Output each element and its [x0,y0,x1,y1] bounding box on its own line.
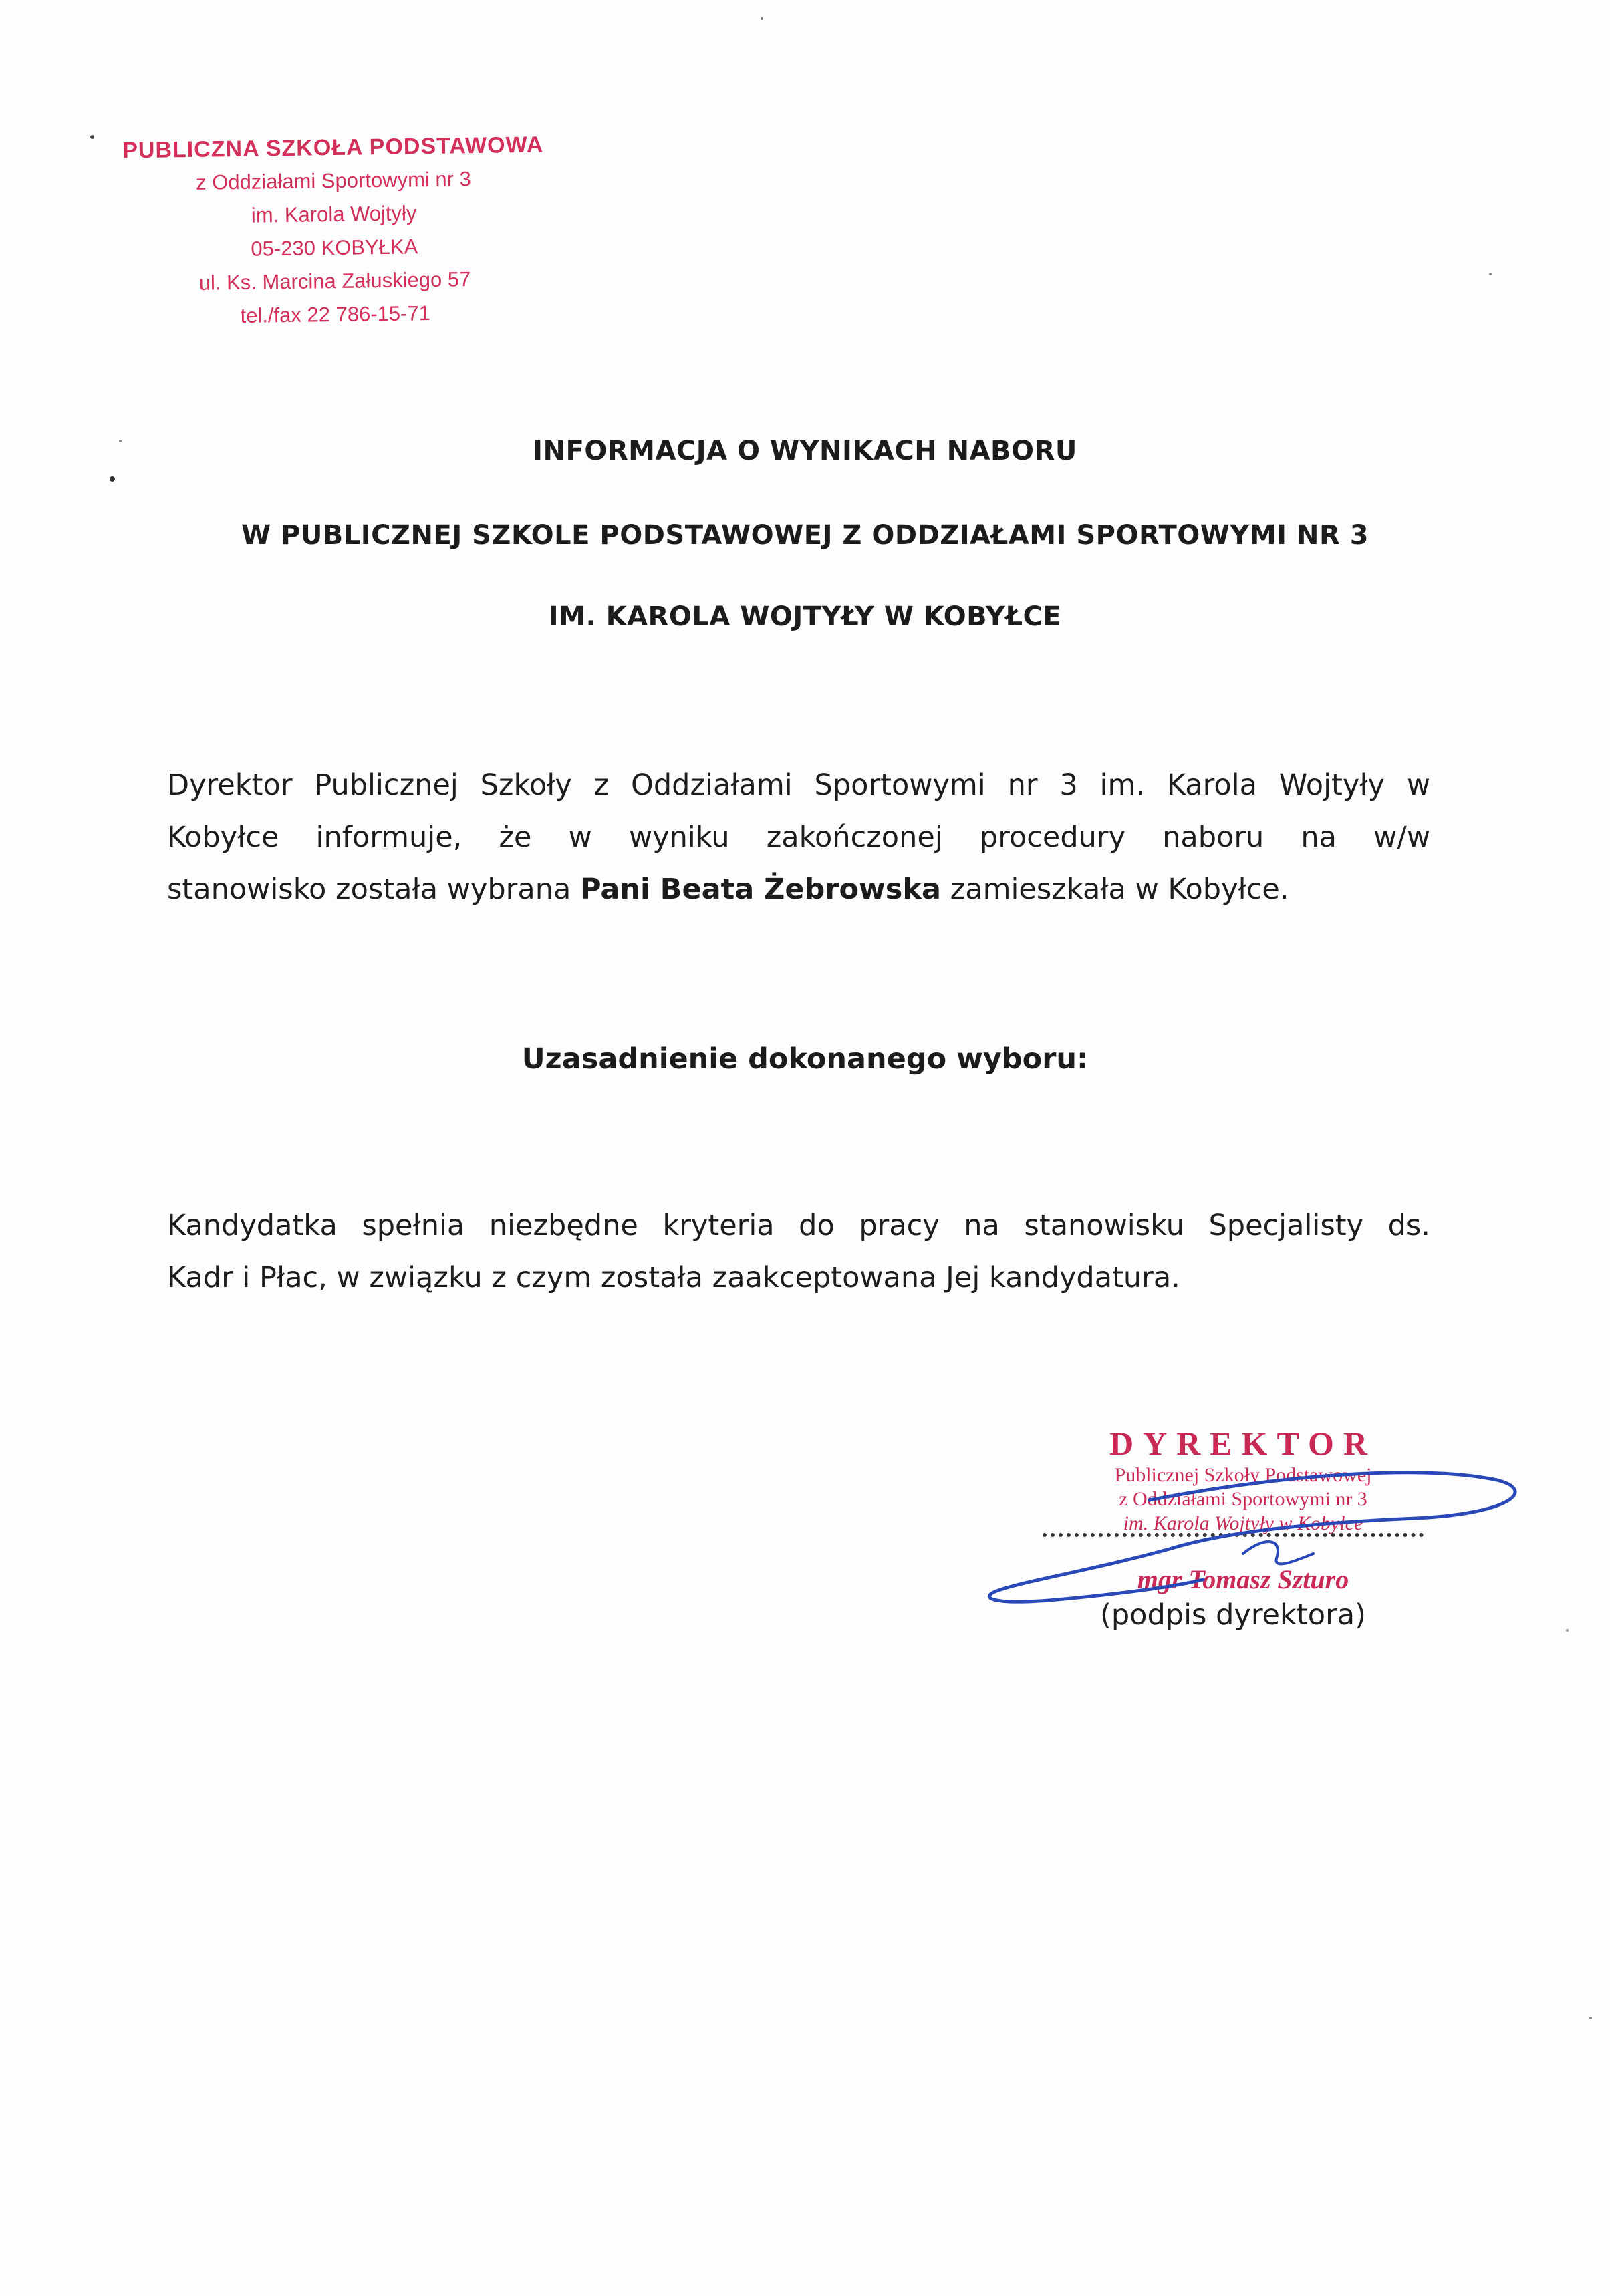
document-title: INFORMACJA O WYNIKACH NABORU [533,436,1077,466]
director-name: mgr Tomasz Szturo [1137,1564,1349,1594]
paragraph-line [167,863,1430,915]
stamp-line: ul. Ks. Marcina Załuskiego 57 [198,267,471,295]
text-segment: stanowisko została wybrana [167,873,580,906]
stamp-line: 05-230 KOBYŁKA [251,235,418,261]
paragraph-line: Kobyłce informuje, że w wyniku zakończonej procedury naboru na w/w [167,821,1430,854]
justification-paragraph [167,1199,1430,1304]
director-stamp-line: Publicznej Szkoły Podstawowej [1114,1464,1372,1486]
director-stamp-line: z Oddziałami Sportowymi nr 3 [1119,1488,1367,1510]
announcement-paragraph [167,759,1430,915]
justification-heading: Uzasadnienie dokonanego wyboru: [521,1042,1089,1076]
signature-caption: (podpis dyrektora) [1100,1598,1366,1632]
document-subtitle: W PUBLICZNEJ SZKOLE PODSTAWOWEJ Z ODDZIAŁAMI SPORTOWYMI NR 3 [241,520,1369,551]
paragraph-line: Kandydatka spełnia niezbędne kryteria do pracy na stanowisku Specjalisty ds. [167,1209,1430,1242]
text-segment: zamieszkała w Kobyłce. [940,873,1289,906]
paragraph-line: Dyrektor Publicznej Szkoły z Oddziałami Sportowymi nr 3 im. Karola Wojtyły w [167,768,1430,802]
director-stamp-title: DYREKTOR [1109,1425,1377,1462]
stamp-line: im. Karola Wojtyły [251,201,417,227]
stamp-line: z Oddziałami Sportowymi nr 3 [195,167,472,194]
handwritten-signature [949,1437,1524,1610]
stamp-title: PUBLICZNA SZKOŁA PODSTAWOWA [122,132,544,164]
stamp-line: tel./fax 22 786-15-71 [240,301,431,327]
paragraph-line: Kadr i Płac, w związku z czym została zaakceptowana Jej kandydatura. [167,1261,1180,1294]
school-stamp [79,128,589,335]
director-stamp-line: im. Karola Wojtyły w Kobyłce [1123,1512,1363,1534]
candidate-name: Pani Beata Żebrowska [579,873,941,906]
document-subtitle-2: IM. KAROLA WOJTYŁY W KOBYŁCE [548,601,1062,632]
